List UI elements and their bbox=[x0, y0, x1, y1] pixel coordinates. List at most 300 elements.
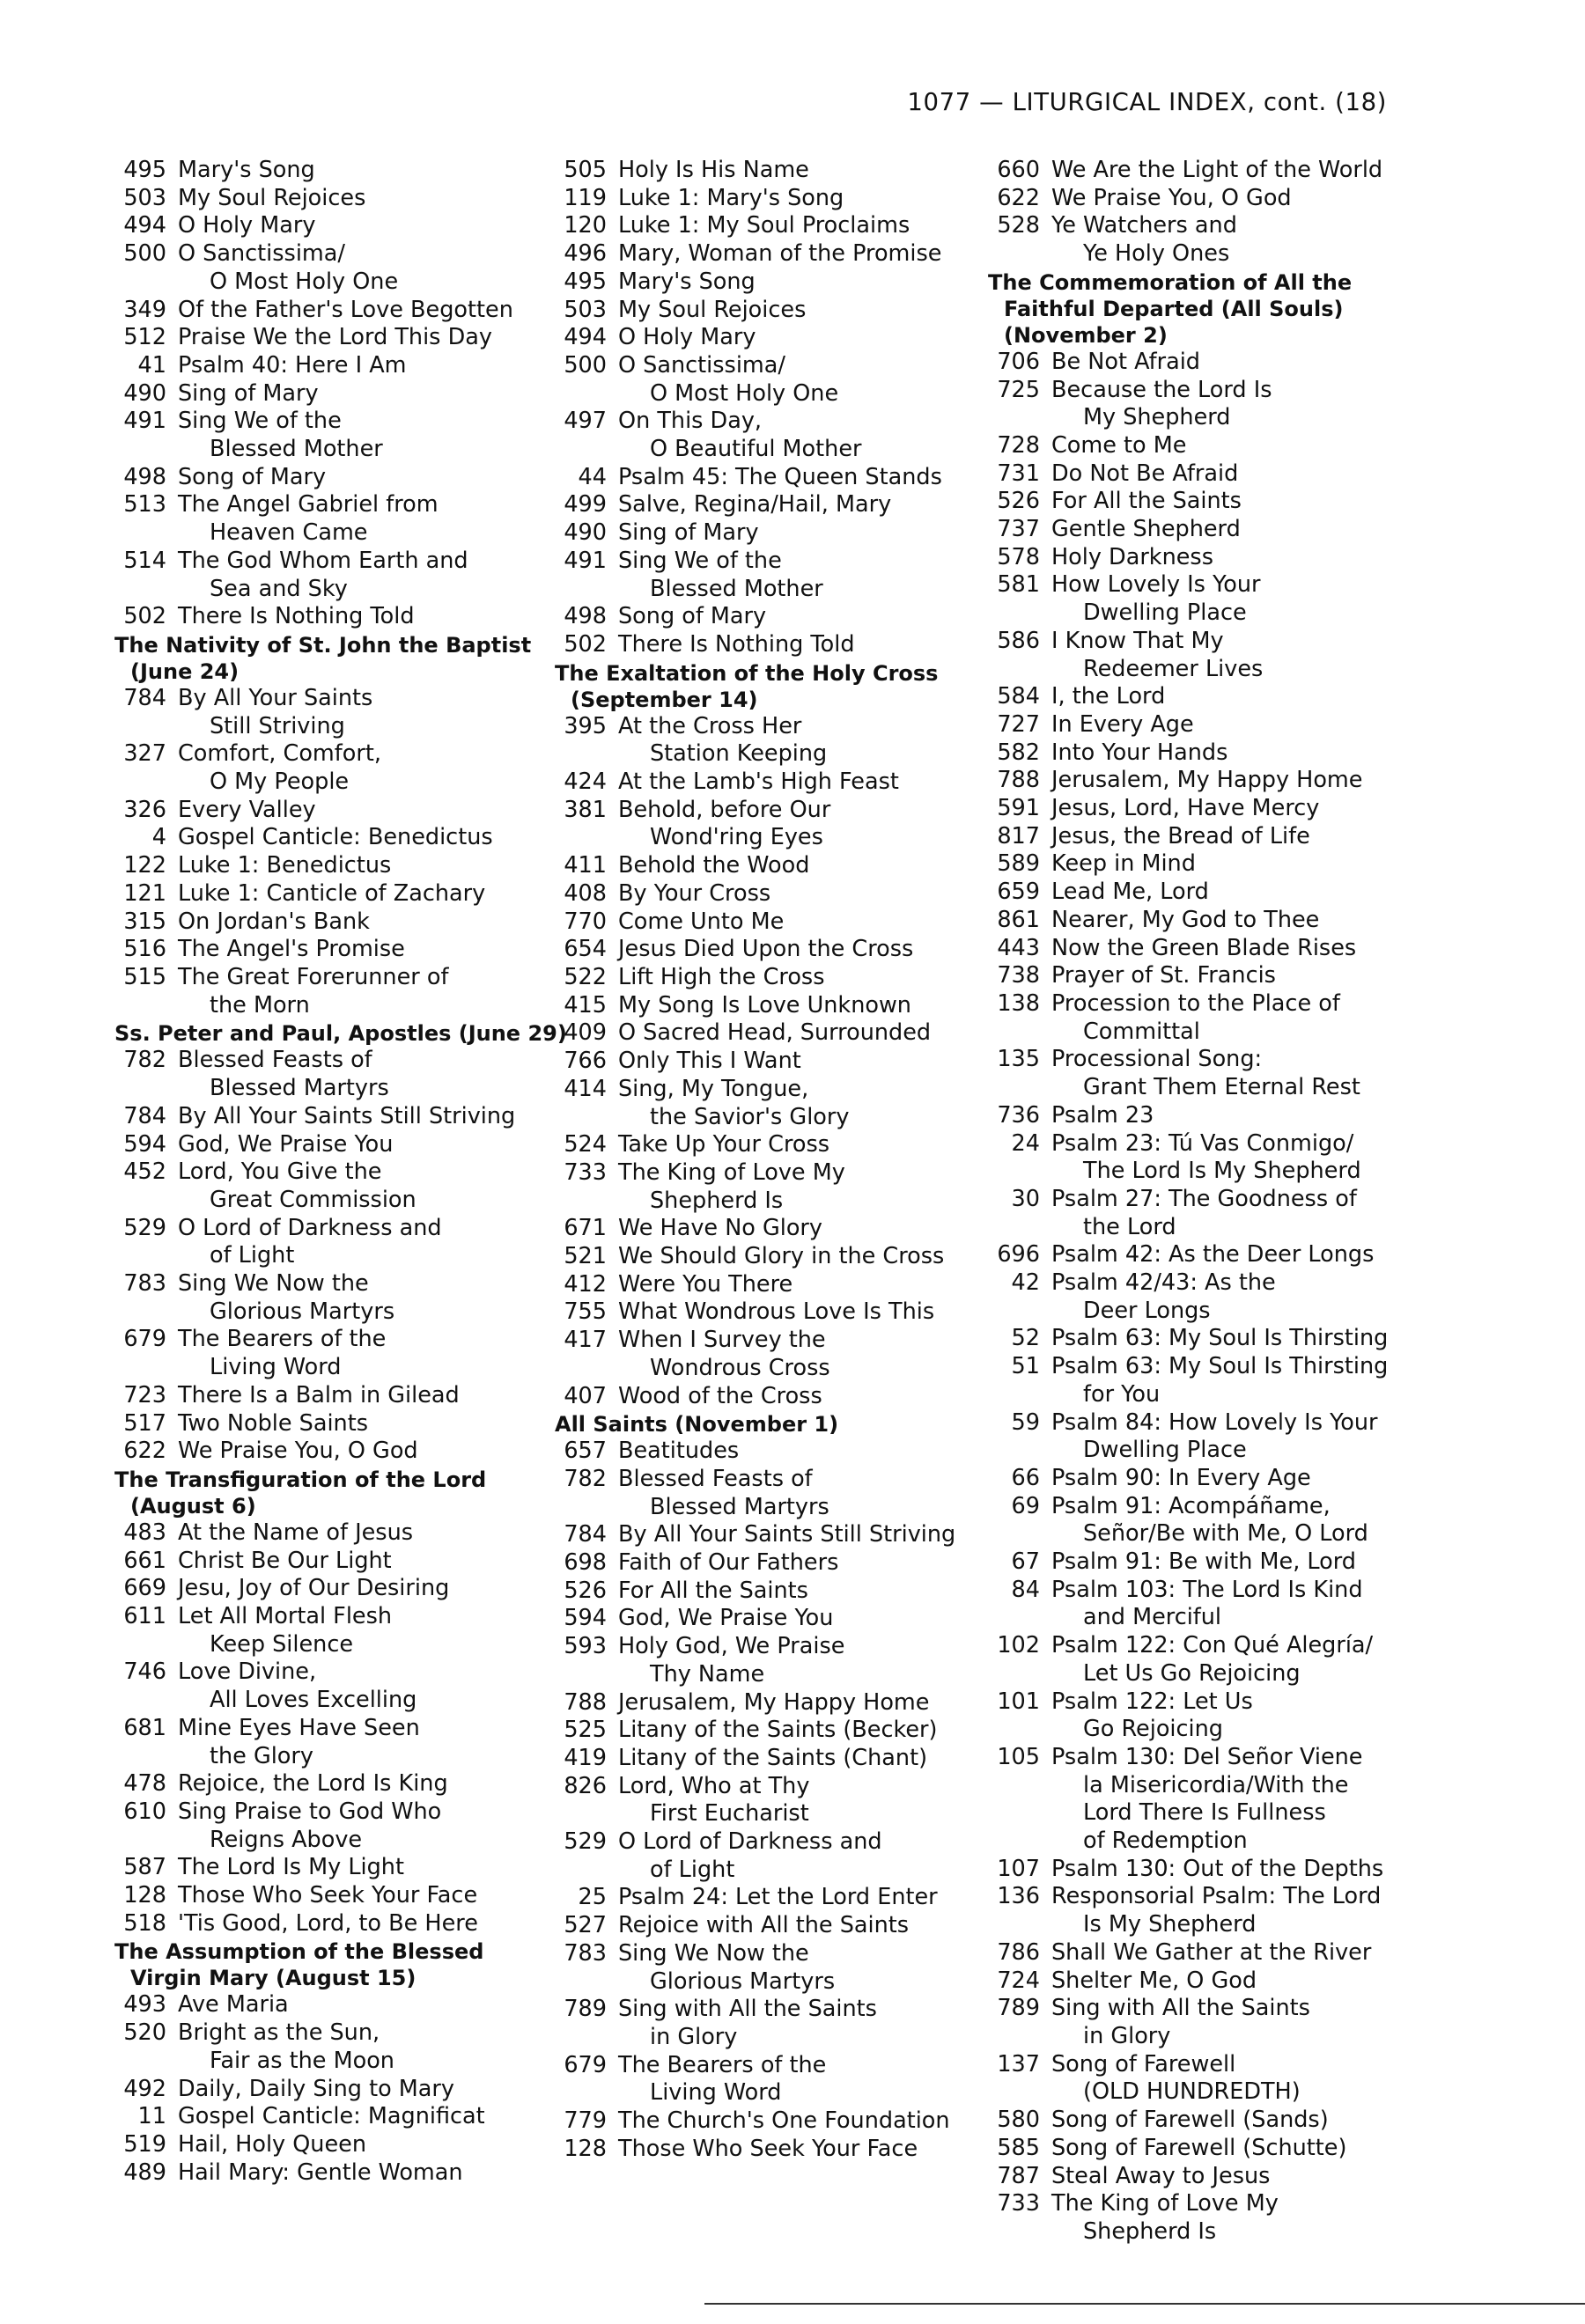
index-entry bbox=[114, 908, 542, 937]
hymn-title-line: The Angel Gabriel from bbox=[178, 491, 439, 518]
hymn-number: 30 bbox=[1011, 1185, 1040, 1212]
hymn-number: 493 bbox=[123, 1991, 166, 2019]
index-entry bbox=[555, 964, 977, 992]
hymn-number: 520 bbox=[123, 2019, 166, 2047]
index-entry bbox=[555, 1383, 977, 1411]
index-entry bbox=[988, 1465, 1428, 1493]
index-entry bbox=[555, 1633, 977, 1688]
hymn-title bbox=[1051, 711, 1194, 739]
index-column-1 bbox=[114, 157, 567, 2187]
hymn-title bbox=[1051, 1856, 1383, 1884]
index-entry bbox=[988, 935, 1428, 963]
hymn-title-line: Ye Watchers and bbox=[1051, 212, 1237, 239]
hymn-title-line: Sing of Mary bbox=[618, 519, 759, 547]
hymn-title bbox=[1051, 907, 1319, 935]
hymn-number: 698 bbox=[564, 1549, 607, 1577]
hymn-title-line: The Angel's Promise bbox=[178, 936, 405, 963]
hymn-number: 478 bbox=[123, 1770, 166, 1798]
index-entry bbox=[988, 683, 1428, 711]
index-entry bbox=[988, 1995, 1428, 2050]
hymn-title-line: Two Noble Saints bbox=[178, 1409, 369, 1437]
hymn-title-continuation: Living Word bbox=[650, 2079, 782, 2107]
hymn-title-line: Nearer, My God to Thee bbox=[1051, 906, 1320, 933]
hymn-title bbox=[1051, 1548, 1356, 1577]
hymn-title bbox=[1051, 935, 1356, 963]
hymn-title bbox=[178, 2076, 454, 2104]
hymn-number: 733 bbox=[997, 2190, 1040, 2217]
hymn-title-line: Psalm 91: Be with Me, Lord bbox=[1051, 1548, 1356, 1576]
hymn-title bbox=[618, 1131, 829, 1159]
index-entry bbox=[988, 1409, 1428, 1465]
hymn-title-line: Psalm 103: The Lord Is Kind bbox=[1051, 1576, 1363, 1603]
hymn-number: 59 bbox=[1011, 1408, 1040, 1436]
hymn-title-continuation: Ye Holy Ones bbox=[1083, 240, 1230, 268]
hymn-title-line: Sing with All the Saints bbox=[1051, 1995, 1310, 2022]
index-entry bbox=[114, 880, 542, 908]
hymn-title-line: Salve, Regina/Hail, Mary bbox=[618, 491, 892, 518]
index-entry bbox=[555, 1717, 977, 1745]
hymn-number: 585 bbox=[997, 2134, 1040, 2161]
hymn-title-line: The King of Love My bbox=[1051, 2190, 1279, 2217]
hymn-title bbox=[178, 1603, 392, 1658]
index-entry bbox=[555, 1578, 977, 1606]
hymn-number: 412 bbox=[564, 1270, 607, 1298]
hymn-title bbox=[618, 1996, 877, 2051]
hymn-title-line: Luke 1: Benedictus bbox=[178, 852, 392, 879]
hymn-title bbox=[1051, 1967, 1257, 1996]
hymn-title bbox=[178, 880, 485, 908]
hymn-title bbox=[178, 157, 315, 185]
index-entry bbox=[555, 631, 977, 659]
hymn-title bbox=[1051, 1046, 1360, 1101]
index-entry bbox=[114, 936, 542, 964]
hymn-number: 498 bbox=[564, 603, 607, 630]
hymn-title-line: Sing We Now the bbox=[618, 1939, 809, 1967]
hymn-number: 528 bbox=[997, 212, 1040, 239]
hymn-number: 587 bbox=[123, 1854, 166, 1881]
index-entry bbox=[114, 1270, 542, 1326]
index-entry bbox=[114, 408, 542, 463]
hymn-number: 52 bbox=[1011, 1325, 1040, 1352]
hymn-title-continuation: Señor/Be with Me, O Lord bbox=[1083, 1520, 1368, 1548]
index-entry bbox=[988, 185, 1428, 213]
hymn-title bbox=[178, 2019, 394, 2075]
hymn-title bbox=[1051, 850, 1196, 879]
hymn-number: 120 bbox=[564, 212, 607, 239]
hymn-title-continuation: Is My Shepherd bbox=[1083, 1911, 1257, 1938]
hymn-number: 128 bbox=[123, 1882, 166, 1909]
hymn-title bbox=[618, 713, 827, 769]
hymn-title bbox=[1051, 2163, 1270, 2191]
hymn-title-line: Lead Me, Lord bbox=[1051, 879, 1209, 906]
hymn-title bbox=[1051, 1744, 1363, 1856]
hymn-title bbox=[618, 1383, 822, 1411]
hymn-title bbox=[1051, 432, 1186, 460]
hymn-title-line: Lord, You Give the bbox=[178, 1158, 382, 1186]
hymn-title-continuation: Committal bbox=[1083, 1018, 1200, 1045]
index-entry bbox=[555, 548, 977, 603]
index-entry bbox=[555, 491, 977, 519]
hymn-number: 593 bbox=[564, 1633, 607, 1660]
hymn-title bbox=[178, 1158, 417, 1214]
hymn-title bbox=[178, 1770, 448, 1798]
hymn-number: 415 bbox=[564, 991, 607, 1019]
hymn-title bbox=[1051, 990, 1340, 1046]
hymn-title bbox=[618, 352, 838, 408]
section-heading bbox=[114, 1938, 542, 1991]
hymn-number: 121 bbox=[123, 879, 166, 907]
hymn-title-line: Take Up Your Cross bbox=[618, 1131, 830, 1158]
hymn-number: 512 bbox=[123, 324, 166, 351]
index-entry bbox=[555, 408, 977, 463]
hymn-title bbox=[618, 1521, 955, 1549]
hymn-title-line: Gospel Canticle: Benedictus bbox=[178, 824, 493, 851]
hymn-title bbox=[1051, 1688, 1253, 1744]
hymn-number: 138 bbox=[997, 989, 1040, 1017]
hymn-number: 789 bbox=[564, 1996, 607, 2023]
hymn-number: 122 bbox=[123, 852, 166, 879]
index-entry bbox=[555, 2136, 977, 2164]
hymn-number: 529 bbox=[123, 1214, 166, 1241]
hymn-title-line: O Holy Mary bbox=[618, 324, 756, 351]
hymn-title bbox=[178, 1438, 418, 1466]
hymn-title-line: Keep in Mind bbox=[1051, 850, 1196, 878]
hymn-title-line: How Lovely Is Your bbox=[1051, 571, 1261, 599]
hymn-title-continuation: O Most Holy One bbox=[210, 268, 399, 295]
hymn-title bbox=[618, 603, 766, 631]
index-entry bbox=[555, 1884, 977, 1912]
hymn-title bbox=[178, 464, 326, 492]
hymn-title-line: O Holy Mary bbox=[178, 212, 316, 239]
hymn-title-line: Psalm 91: Acompáñame, bbox=[1051, 1492, 1331, 1519]
hymn-title-line: Sing of Mary bbox=[178, 379, 319, 407]
index-entry bbox=[988, 1493, 1428, 1548]
hymn-number: 654 bbox=[564, 936, 607, 963]
hymn-number: 443 bbox=[997, 934, 1040, 961]
hymn-title bbox=[618, 297, 806, 325]
hymn-title-line: Steal Away to Jesus bbox=[1051, 2162, 1271, 2189]
index-entry bbox=[555, 603, 977, 631]
index-entry bbox=[114, 2019, 542, 2075]
hymn-number: 500 bbox=[564, 351, 607, 379]
hymn-title-line: Jesus Died Upon the Cross bbox=[618, 936, 914, 963]
hymn-title-line: Only This I Want bbox=[618, 1048, 801, 1075]
index-entry bbox=[555, 713, 977, 769]
hymn-title-continuation: The Lord Is My Shepherd bbox=[1083, 1158, 1361, 1185]
hymn-title-line: Jesus, Lord, Have Mercy bbox=[1051, 795, 1320, 822]
hymn-title-continuation: All Loves Excelling bbox=[210, 1687, 417, 1714]
hymn-title bbox=[178, 1715, 420, 1770]
hymn-title-line: Psalm 63: My Soul Is Thirsting bbox=[1051, 1325, 1389, 1352]
hymn-title bbox=[618, 1773, 809, 1828]
hymn-title-line: Do Not Be Afraid bbox=[1051, 460, 1239, 487]
hymn-title-line: Blessed Feasts of bbox=[178, 1047, 372, 1074]
hymn-title-line: I Know That My bbox=[1051, 627, 1224, 654]
hymn-number: 514 bbox=[123, 547, 166, 574]
hymn-title-line: Ave Maria bbox=[178, 1991, 289, 2019]
hymn-title bbox=[178, 1519, 413, 1548]
hymn-title-line: Be Not Afraid bbox=[1051, 348, 1200, 375]
hymn-number: 417 bbox=[564, 1327, 607, 1354]
hymn-number: 491 bbox=[123, 408, 166, 435]
hymn-title-continuation: Glorious Martyrs bbox=[210, 1298, 395, 1325]
hymn-title bbox=[178, 1270, 394, 1326]
hymn-title-continuation: Great Commission bbox=[210, 1186, 417, 1213]
index-entry bbox=[988, 850, 1428, 879]
hymn-number: 610 bbox=[123, 1798, 166, 1825]
hymn-title bbox=[618, 240, 941, 268]
hymn-title bbox=[1051, 683, 1165, 711]
hymn-title bbox=[1051, 1995, 1310, 2050]
index-entry bbox=[988, 349, 1428, 377]
hymn-title-line: Those Who Seek Your Face bbox=[618, 2135, 918, 2162]
hymn-number: 411 bbox=[564, 852, 607, 879]
hymn-number: 499 bbox=[564, 491, 607, 518]
hymn-title bbox=[618, 1940, 835, 1996]
index-entry bbox=[988, 1577, 1428, 1632]
hymn-number: 584 bbox=[997, 683, 1040, 710]
hymn-title bbox=[1051, 767, 1362, 795]
hymn-number: 524 bbox=[564, 1131, 607, 1158]
index-entry bbox=[114, 491, 542, 547]
hymn-number: 657 bbox=[564, 1438, 607, 1465]
hymn-number: 503 bbox=[564, 296, 607, 323]
index-entry bbox=[555, 1076, 977, 1131]
hymn-title bbox=[618, 491, 891, 519]
index-entry bbox=[555, 1438, 977, 1466]
hymn-title bbox=[178, 1131, 393, 1159]
hymn-number: 519 bbox=[123, 2131, 166, 2158]
section-heading-line: The Assumption of the Blessed bbox=[114, 1939, 484, 1965]
index-entry bbox=[114, 603, 542, 631]
hymn-title bbox=[178, 740, 381, 796]
index-entry bbox=[988, 1883, 1428, 1938]
index-entry bbox=[988, 571, 1428, 627]
hymn-title bbox=[178, 2131, 366, 2159]
hymn-title bbox=[1051, 2135, 1346, 2163]
hymn-title-line: Jerusalem, My Happy Home bbox=[1051, 767, 1363, 794]
hymn-number: 41 bbox=[137, 351, 166, 379]
hymn-title bbox=[178, 1047, 389, 1102]
index-entry bbox=[114, 740, 542, 796]
section-heading bbox=[555, 660, 977, 713]
hymn-title-line: At the Name of Jesus bbox=[178, 1519, 414, 1546]
hymn-title bbox=[618, 1605, 833, 1633]
hymn-number: 661 bbox=[123, 1547, 166, 1574]
hymn-title bbox=[618, 1633, 844, 1688]
hymn-title-line: Psalm 24: Let the Lord Enter bbox=[618, 1884, 938, 1911]
hymn-number: 679 bbox=[564, 2051, 607, 2078]
hymn-number: 578 bbox=[997, 543, 1040, 570]
hymn-number: 526 bbox=[997, 488, 1040, 515]
hymn-title bbox=[178, 1382, 460, 1410]
hymn-title-continuation: O Most Holy One bbox=[650, 379, 839, 407]
index-entry bbox=[114, 1410, 542, 1438]
hymn-title bbox=[1051, 1269, 1276, 1325]
index-entry bbox=[114, 1715, 542, 1770]
hymn-title-continuation: the Lord bbox=[1083, 1213, 1176, 1240]
section-heading bbox=[988, 269, 1428, 349]
hymn-number: 788 bbox=[997, 767, 1040, 794]
index-entry bbox=[988, 1241, 1428, 1269]
hymn-title bbox=[1051, 1493, 1368, 1548]
hymn-number: 395 bbox=[564, 712, 607, 739]
hymn-title bbox=[178, 297, 513, 325]
hymn-number: 826 bbox=[564, 1772, 607, 1799]
section-heading-line: Ss. Peter and Paul, Apostles (June 29) bbox=[114, 1021, 567, 1047]
hymn-number: 594 bbox=[123, 1130, 166, 1158]
hymn-title bbox=[1051, 1102, 1154, 1130]
hymn-title-line: Lord, Who at Thy bbox=[618, 1772, 810, 1799]
hymn-number: 784 bbox=[123, 1102, 166, 1129]
hymn-title-line: Into Your Hands bbox=[1051, 739, 1228, 766]
hymn-title bbox=[618, 212, 910, 240]
hymn-number: 494 bbox=[564, 324, 607, 351]
hymn-title bbox=[618, 1828, 882, 1884]
hymn-title bbox=[618, 1271, 792, 1299]
hymn-title bbox=[178, 964, 448, 1019]
hymn-title-line: Christ Be Our Light bbox=[178, 1547, 392, 1574]
hymn-title bbox=[618, 1689, 929, 1717]
hymn-title-line: By All Your Saints Still Striving bbox=[178, 1102, 516, 1129]
hymn-number: 42 bbox=[1011, 1269, 1040, 1297]
index-entry bbox=[555, 1521, 977, 1549]
hymn-title-continuation: Keep Silence bbox=[210, 1630, 354, 1658]
hymn-title bbox=[178, 352, 407, 380]
index-entry bbox=[114, 1158, 542, 1214]
hymn-title-line: Mine Eyes Have Seen bbox=[178, 1714, 420, 1741]
index-entry bbox=[114, 1854, 542, 1882]
index-entry bbox=[114, 240, 542, 296]
hymn-title-line: On This Day, bbox=[618, 408, 763, 435]
hymn-title-line: Come to Me bbox=[1051, 431, 1187, 459]
hymn-number: 611 bbox=[123, 1603, 166, 1630]
hymn-title-continuation: First Eucharist bbox=[650, 1800, 809, 1828]
index-entry bbox=[114, 2076, 542, 2104]
hymn-title-line: O Sanctissima/ bbox=[178, 240, 345, 268]
hymn-title bbox=[178, 1548, 392, 1576]
hymn-title-line: Psalm 84: How Lovely Is Your bbox=[1051, 1408, 1378, 1436]
hymn-number: 594 bbox=[564, 1605, 607, 1632]
hymn-title-line: We Praise You, O God bbox=[1051, 184, 1292, 211]
hymn-title-line: By Your Cross bbox=[618, 879, 771, 907]
hymn-title-continuation: Station Keeping bbox=[650, 740, 828, 768]
index-entry bbox=[988, 990, 1428, 1046]
hymn-number: 728 bbox=[997, 431, 1040, 459]
hymn-title bbox=[1051, 349, 1200, 377]
hymn-title-line: There Is Nothing Told bbox=[618, 630, 855, 658]
hymn-number: 783 bbox=[564, 1939, 607, 1967]
hymn-title-line: Responsorial Psalm: The Lord bbox=[1051, 1883, 1382, 1910]
hymn-number: 490 bbox=[123, 379, 166, 407]
hymn-number: 518 bbox=[123, 1909, 166, 1937]
hymn-title-line: In Every Age bbox=[1051, 710, 1194, 738]
hymn-title-continuation: of Redemption bbox=[1083, 1828, 1248, 1855]
index-entry bbox=[114, 1326, 542, 1381]
running-head: 1077 — LITURGICAL INDEX, cont. (18) bbox=[907, 88, 1387, 116]
hymn-number: 659 bbox=[997, 879, 1040, 906]
hymn-title bbox=[618, 2107, 950, 2136]
hymn-title bbox=[1051, 1130, 1361, 1186]
hymn-number: 489 bbox=[123, 2159, 166, 2186]
section-heading-line: The Exaltation of the Holy Cross bbox=[555, 660, 939, 686]
hymn-title-line: Litany of the Saints (Becker) bbox=[618, 1717, 938, 1744]
hymn-title-line: God, We Praise You bbox=[178, 1130, 394, 1158]
hymn-title-continuation: Wond'ring Eyes bbox=[650, 824, 823, 851]
hymn-title-continuation: O Beautiful Mother bbox=[650, 436, 862, 463]
index-entry bbox=[988, 962, 1428, 990]
hymn-number: 495 bbox=[123, 157, 166, 183]
hymn-title-line: Gentle Shepherd bbox=[1051, 516, 1241, 543]
hymn-title bbox=[1051, 2107, 1329, 2135]
hymn-number: 107 bbox=[997, 1855, 1040, 1882]
index-entry bbox=[114, 1382, 542, 1410]
index-entry bbox=[555, 1048, 977, 1076]
hymn-title-line: Holy God, We Praise bbox=[618, 1633, 845, 1660]
index-entry bbox=[988, 2135, 1428, 2163]
hymn-title-line: Bright as the Sun, bbox=[178, 2019, 380, 2047]
index-entry bbox=[114, 324, 542, 352]
hymn-number: 724 bbox=[997, 1967, 1040, 1994]
hymn-title-continuation: in Glory bbox=[650, 2024, 738, 2050]
hymn-title-continuation: Blessed Mother bbox=[650, 575, 823, 602]
hymn-number: 66 bbox=[1011, 1464, 1040, 1491]
hymn-number: 770 bbox=[564, 908, 607, 935]
hymn-number: 706 bbox=[997, 348, 1040, 375]
index-entry bbox=[114, 1103, 542, 1131]
hymn-title bbox=[618, 797, 830, 852]
hymn-number: 787 bbox=[997, 2162, 1040, 2189]
hymn-title bbox=[618, 1298, 934, 1327]
hymn-title-continuation: Shepherd Is bbox=[1083, 2217, 1217, 2245]
hymn-title-continuation: Blessed Martyrs bbox=[210, 1075, 389, 1102]
hymn-title bbox=[1051, 1186, 1357, 1241]
hymn-title-line: Comfort, Comfort, bbox=[178, 740, 381, 768]
hymn-title bbox=[178, 1658, 417, 1714]
index-entry bbox=[555, 1327, 977, 1382]
hymn-number: 407 bbox=[564, 1382, 607, 1409]
hymn-title bbox=[618, 185, 844, 213]
hymn-title-line: I, the Lord bbox=[1051, 683, 1166, 710]
hymn-title-continuation: Dwelling Place bbox=[1083, 599, 1247, 627]
hymn-title bbox=[178, 908, 370, 937]
hymn-title bbox=[618, 1019, 931, 1048]
hymn-title-continuation: and Merciful bbox=[1083, 1604, 1222, 1631]
hymn-number: 500 bbox=[123, 240, 166, 268]
index-column-3 bbox=[988, 157, 1428, 2247]
hymn-title-continuation: Sea and Sky bbox=[210, 575, 348, 602]
hymn-title-line: Psalm 42/43: As the bbox=[1051, 1269, 1276, 1297]
hymn-number: 498 bbox=[123, 463, 166, 490]
hymn-title-line: Processional Song: bbox=[1051, 1046, 1263, 1073]
hymn-title bbox=[1051, 2190, 1279, 2246]
hymn-title-line: Praise We the Lord This Day bbox=[178, 324, 492, 351]
hymn-title-continuation: My Shepherd bbox=[1083, 404, 1231, 431]
index-entry bbox=[114, 297, 542, 325]
index-entry bbox=[988, 488, 1428, 516]
index-entry bbox=[114, 1438, 542, 1466]
index-entry bbox=[555, 992, 977, 1020]
hymn-title bbox=[178, 2103, 485, 2131]
hymn-title bbox=[178, 1103, 515, 1131]
index-entry bbox=[988, 739, 1428, 768]
hymn-title-line: Every Valley bbox=[178, 796, 316, 823]
hymn-number: 495 bbox=[564, 268, 607, 295]
index-entry bbox=[988, 212, 1428, 268]
hymn-title-line: Behold, before Our bbox=[618, 796, 831, 823]
hymn-number: 786 bbox=[997, 1938, 1040, 1966]
hymn-title bbox=[1051, 823, 1310, 851]
